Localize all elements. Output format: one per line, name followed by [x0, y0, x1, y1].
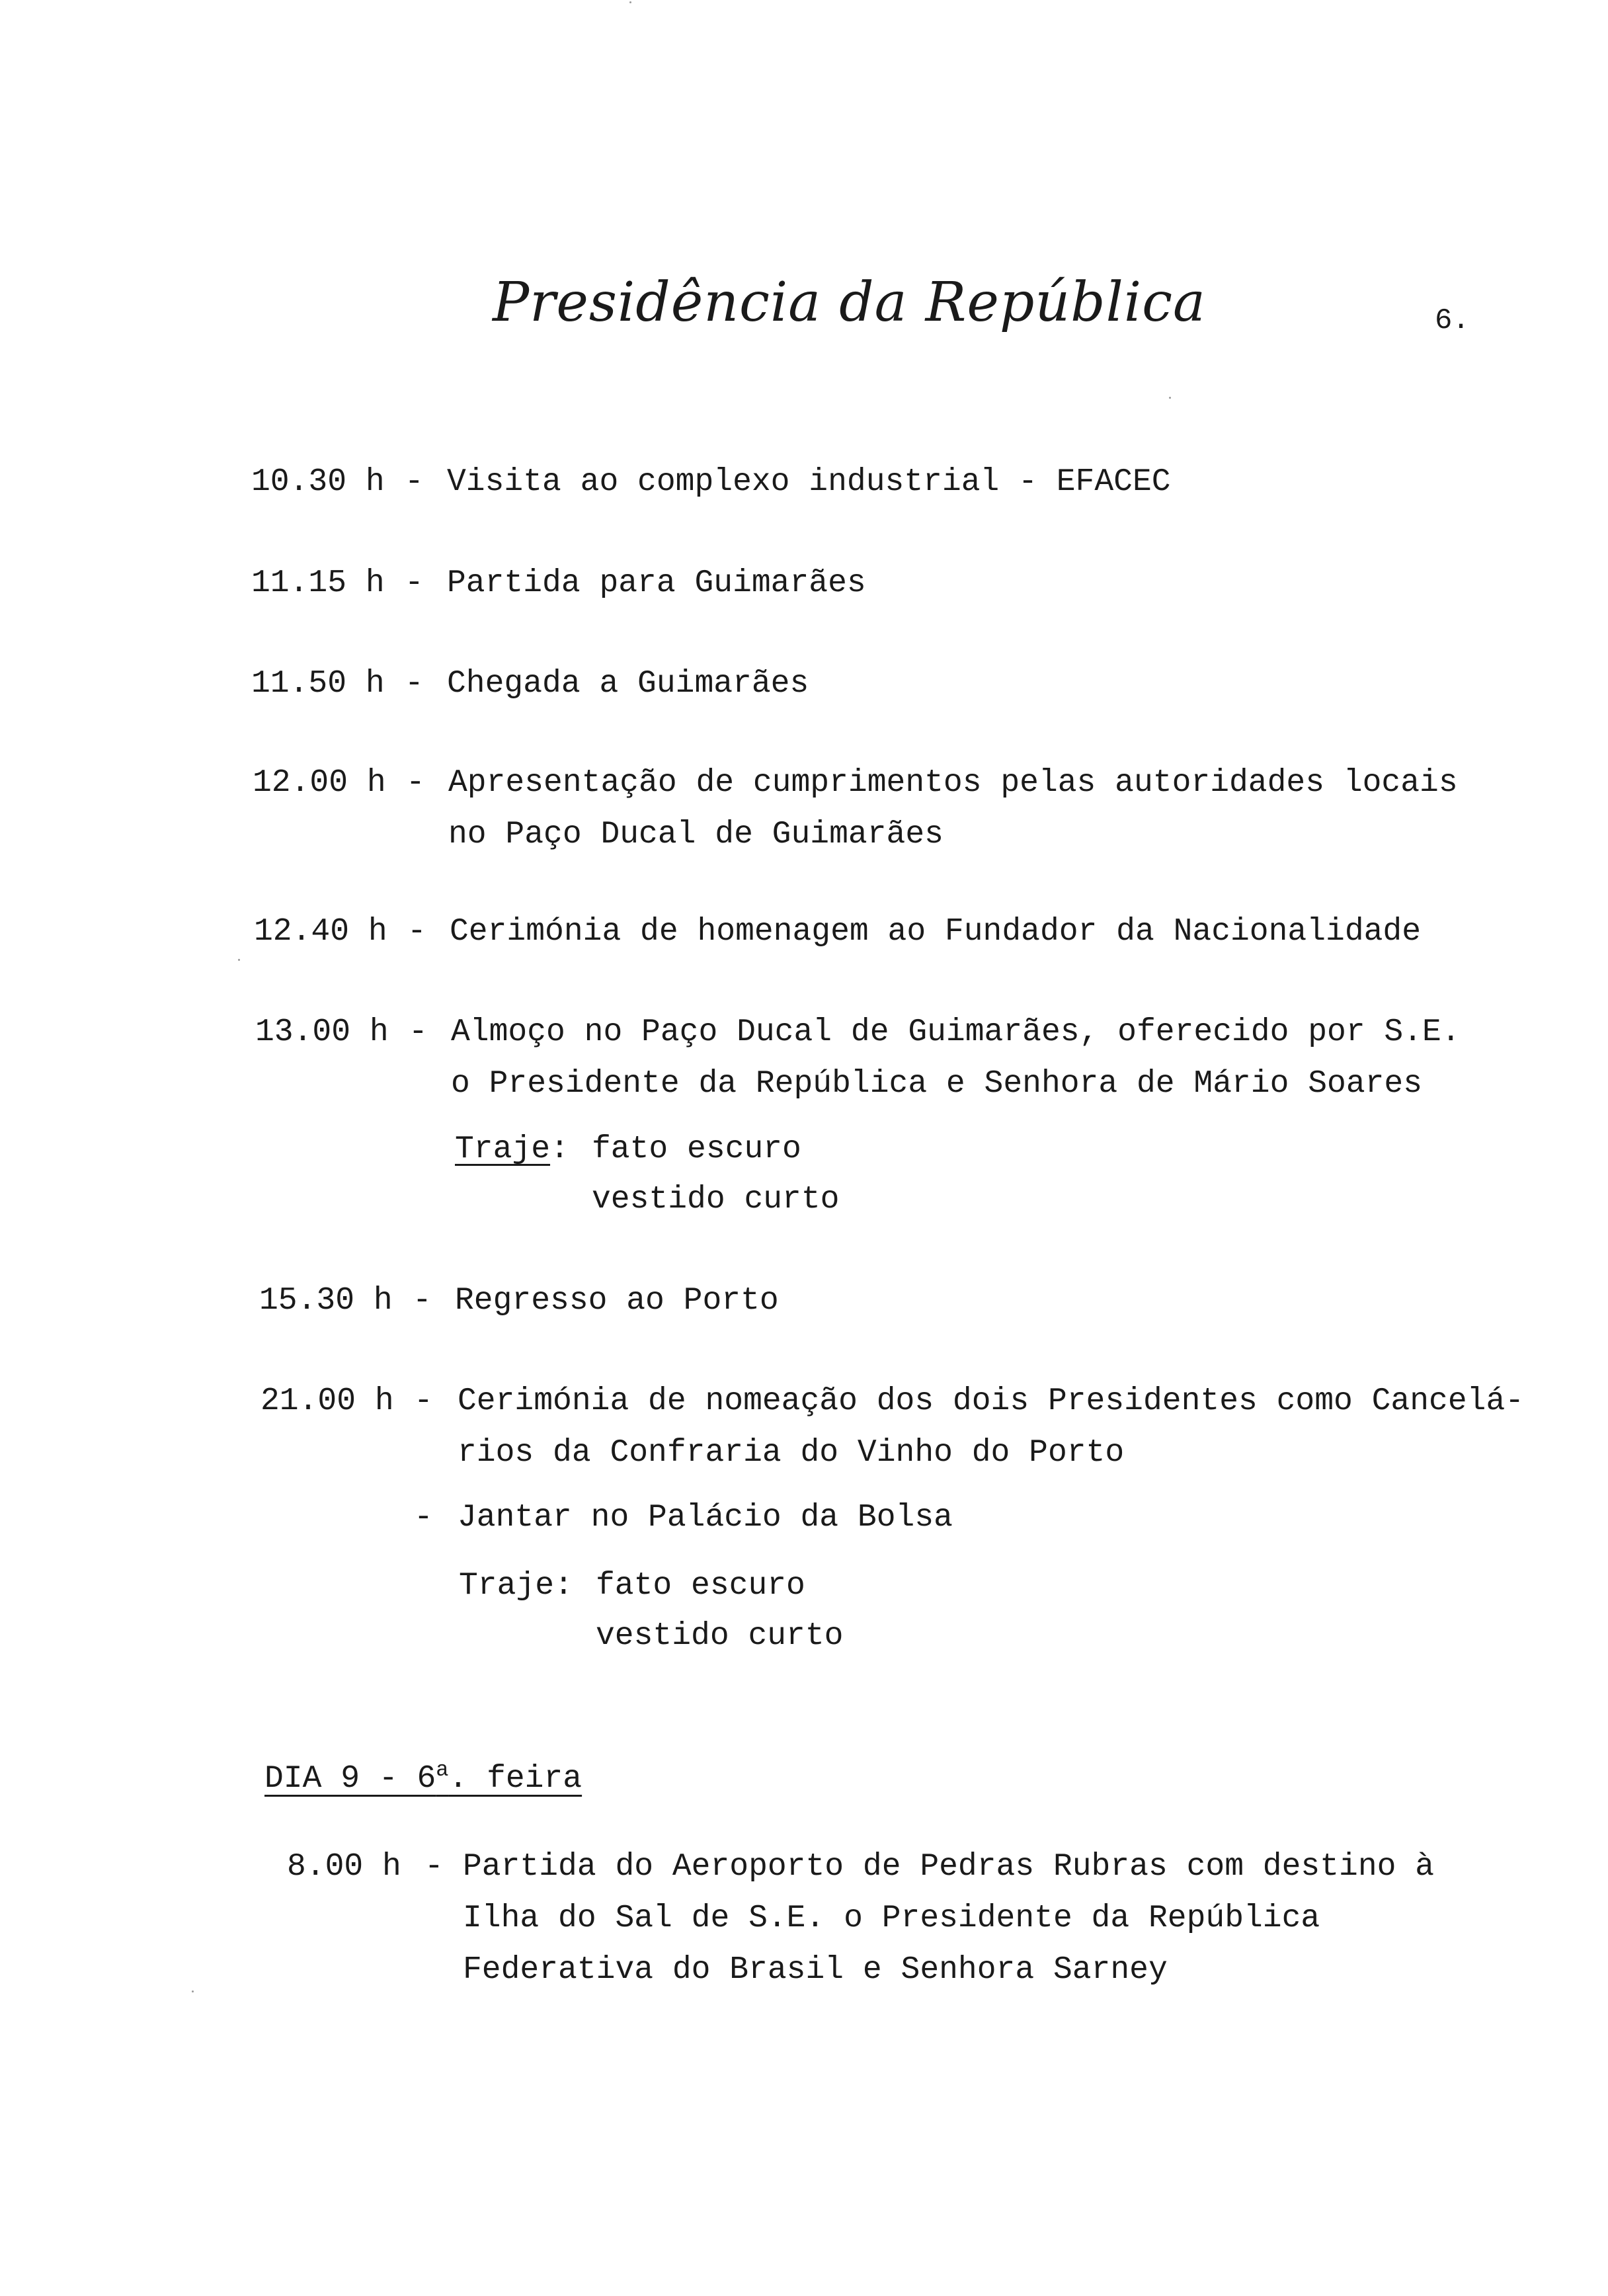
letterhead-title: Presidência da República — [493, 271, 1206, 334]
entry-text: Apresentação de cumprimentos pelas autoridades locais — [448, 765, 1458, 801]
entry-dash: - — [405, 565, 424, 601]
entry-text-continued: Ilha do Sal de S.E. o Presidente da República — [463, 1901, 1320, 1936]
entry-text: Cerimónia de nomeação dos dois Presidentes como Cancelá- — [458, 1383, 1525, 1419]
dress-code-women: vestido curto — [596, 1618, 844, 1654]
entry-time: 21.00 h — [261, 1383, 394, 1419]
entry-dash: - — [409, 1014, 428, 1050]
entry-text: Jantar no Palácio da Bolsa — [458, 1500, 953, 1536]
dress-code-label: Traje — [459, 1568, 555, 1604]
dress-code-men: fato escuro — [596, 1568, 805, 1604]
entry-text-continued: rios da Confraria do Vinho do Porto — [458, 1435, 1125, 1471]
page-number: 6. — [1435, 304, 1470, 337]
entry-dash: - — [405, 666, 424, 702]
dress-code-colon: : — [550, 1131, 569, 1167]
day-heading — [264, 1758, 582, 1797]
entry-dash: - — [406, 765, 425, 801]
scan-speck — [1169, 397, 1171, 399]
day-heading-prefix: DIA 9 - 6 — [264, 1761, 436, 1797]
dress-code-label: Traje — [455, 1131, 551, 1167]
scan-speck — [192, 1990, 194, 1992]
dress-code — [459, 1561, 573, 1611]
entry-time: 15.30 h — [259, 1283, 393, 1319]
entry-time: 8.00 h — [287, 1849, 401, 1885]
scan-speck — [238, 959, 240, 961]
scan-speck — [629, 1, 631, 3]
entry-dash: - — [414, 1383, 433, 1419]
entry-dash: - — [424, 1849, 444, 1885]
entry-text: Cerimónia de homenagem ao Fundador da Nacionalidade — [450, 914, 1422, 950]
entry-dash: - — [413, 1283, 432, 1319]
entry-text: Regresso ao Porto — [455, 1283, 779, 1319]
entry-dash: - — [405, 464, 424, 500]
entry-text: Partida do Aeroporto de Pedras Rubras com destino à — [463, 1849, 1435, 1885]
day-heading-suffix: . feira — [448, 1761, 583, 1797]
entry-time: 13.00 h — [255, 1014, 389, 1050]
dress-code-women: vestido curto — [592, 1182, 840, 1217]
entry-text: Almoço no Paço Ducal de Guimarães, oferecido por S.E. — [451, 1014, 1461, 1050]
entry-text: Chegada a Guimarães — [447, 666, 809, 702]
entry-time: 12.40 h — [254, 914, 387, 950]
dress-code — [455, 1124, 569, 1174]
entry-time: 11.50 h — [251, 666, 385, 702]
entry-text-continued: o Presidente da República e Senhora de Mário Soares — [451, 1066, 1423, 1102]
dress-code-colon: : — [554, 1568, 573, 1604]
entry-time: 12.00 h — [253, 765, 386, 801]
entry-dash: - — [407, 914, 426, 950]
day-heading-superscript: a — [436, 1758, 449, 1782]
entry-time: 10.30 h — [251, 464, 385, 500]
entry-text-continued: Federativa do Brasil e Senhora Sarney — [463, 1952, 1168, 1988]
entry-text: Visita ao complexo industrial - EFACEC — [447, 464, 1171, 500]
dress-code-men: fato escuro — [592, 1131, 801, 1167]
entry-text-continued: no Paço Ducal de Guimarães — [448, 817, 944, 852]
entry-dash: - — [414, 1500, 433, 1536]
entry-time: 11.15 h — [251, 565, 385, 601]
entry-text: Partida para Guimarães — [447, 565, 866, 601]
